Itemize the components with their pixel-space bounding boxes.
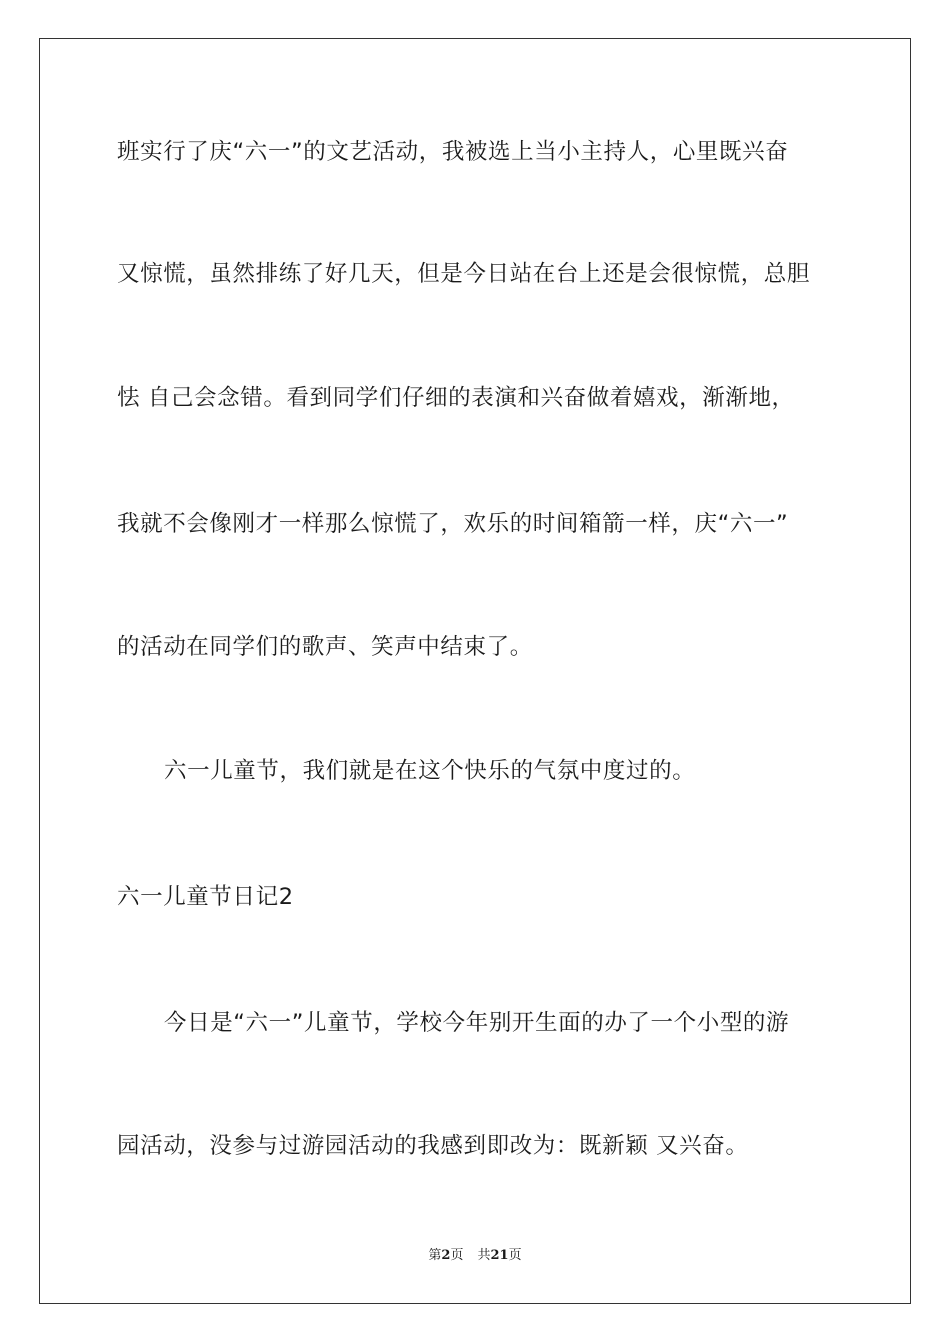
page-footer — [0, 1247, 950, 1265]
page-border — [39, 38, 911, 1304]
body-line-2: 又惊慌，虽然排练了好几天，但是今日站在台上还是会很惊慌，总胆 — [117, 261, 811, 287]
paragraph-line: 六一儿童节，我们就是在这个快乐的气氛中度过的。 — [164, 758, 696, 784]
footer-total-prefix: 共 — [477, 1248, 491, 1263]
footer-page-number: 2 — [441, 1248, 451, 1263]
body-line-1: 班实行了庆“六一”的文艺活动，我被选上当小主持人，心里既兴奋 — [117, 139, 789, 165]
body-line-8: 今日是“六一”儿童节，学校今年别开生面的办了一个小型的游 — [164, 1010, 790, 1036]
footer-page-suffix: 页 — [450, 1248, 464, 1263]
body-line-5: 的活动在同学们的歌声、笑声中结束了。 — [117, 634, 533, 660]
section-heading: 六一儿童节日记2 — [117, 884, 294, 910]
body-line-3: 怯 自己会念错。看到同学们仔细的表演和兴奋做着嬉戏，渐渐地， — [117, 385, 795, 411]
body-line-4: 我就不会像刚才一样那么惊慌了，欢乐的时间箱箭一样，庆“六一” — [117, 511, 789, 537]
footer-total-suffix: 页 — [508, 1248, 522, 1263]
footer-total-pages: 21 — [490, 1248, 509, 1263]
body-line-9: 园活动，没参与过游园活动的我感到即改为：既新颖 又兴奋。 — [117, 1133, 749, 1159]
footer-page-prefix: 第 — [428, 1248, 442, 1263]
